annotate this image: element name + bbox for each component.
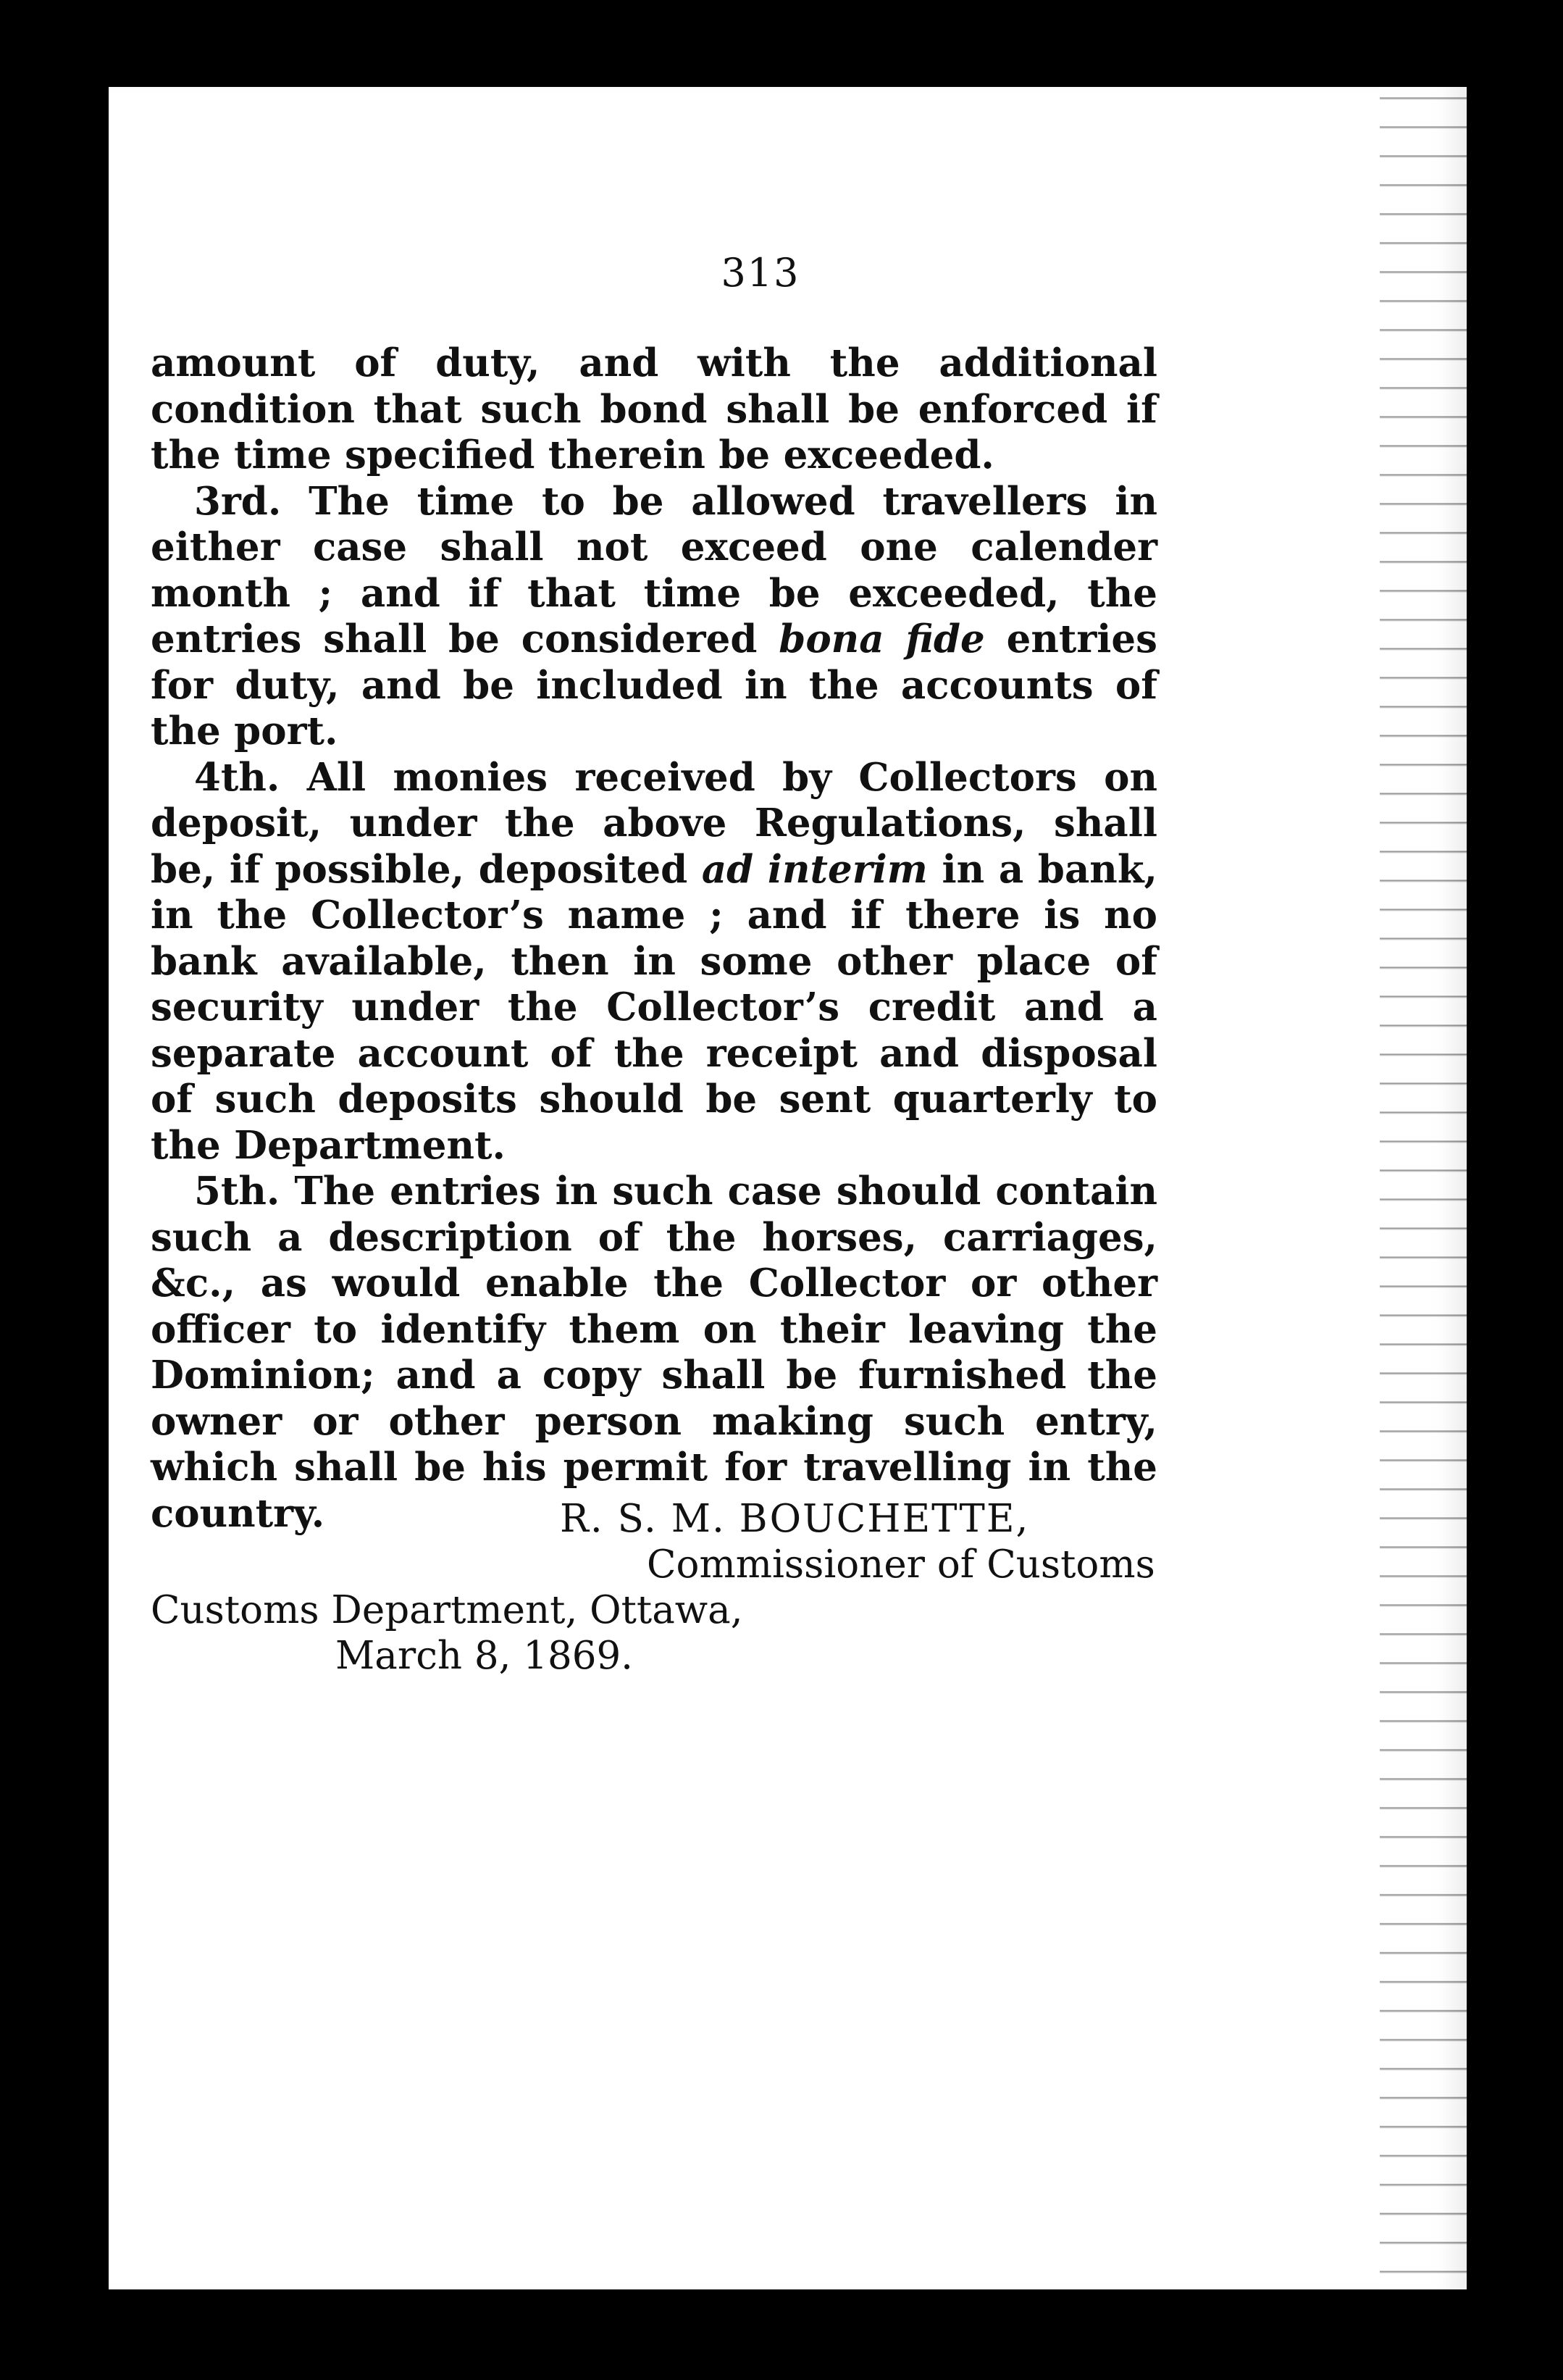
signatory-name: R. S. M. BOUCHETTE, (560, 1497, 1030, 1541)
paragraph-2-text-start: 3rd. The time to be allowed travellers in either case shall not exceed one calender month ; and if that time be exceeded, the entries shall be considered (151, 478, 1157, 661)
paragraph-3-text-end: in a bank, in the Collector’s name ; and if there is no bank available, then in some other place of security under the Collector’s credit and a separate account of the receipt and disposal of such deposits should be sent quarterly to the Department. (151, 846, 1157, 1168)
page-edge-shadow (1380, 87, 1467, 2289)
paragraph-3 (151, 755, 1157, 1169)
paragraph-3-italic: ad interim (701, 846, 928, 892)
paragraph-2 (151, 479, 1157, 755)
document-page (109, 87, 1467, 2289)
signatory-title: Commissioner of Customs (647, 1542, 1155, 1587)
signature-place: Customs Department, Ottawa, (151, 1588, 743, 1632)
paragraph-4-text: 5th. The entries in such case should contain such a description of the horses, carriages, &c., as would enable the Collector or other officer to identify them on their leaving the Dominion; and a copy shall be furnished the owner or other person making such entry, which shall be his permit for travelling in the country. (151, 1169, 1157, 1536)
paragraph-3-text-start: 4th. All monies received by Collectors on deposit, under the above Regulations, shall be, if possible, deposited (151, 754, 1157, 892)
paragraph-2-text-end: entries for duty, and be included in the accounts of the port. (151, 617, 1157, 753)
paragraph-1 (151, 341, 1157, 479)
paragraph-4 (151, 1169, 1157, 1537)
paragraph-1-text: amount of duty, and with the additional condition that such bond shall be enforced if the time specified therein be exceeded. (151, 341, 1157, 477)
page-number: 313 (721, 250, 800, 296)
body-text (151, 341, 1157, 1537)
signature-date: March 8, 1869. (335, 1634, 634, 1678)
signature-block (151, 1496, 1165, 1679)
paragraph-2-italic: bona fide (779, 617, 985, 661)
